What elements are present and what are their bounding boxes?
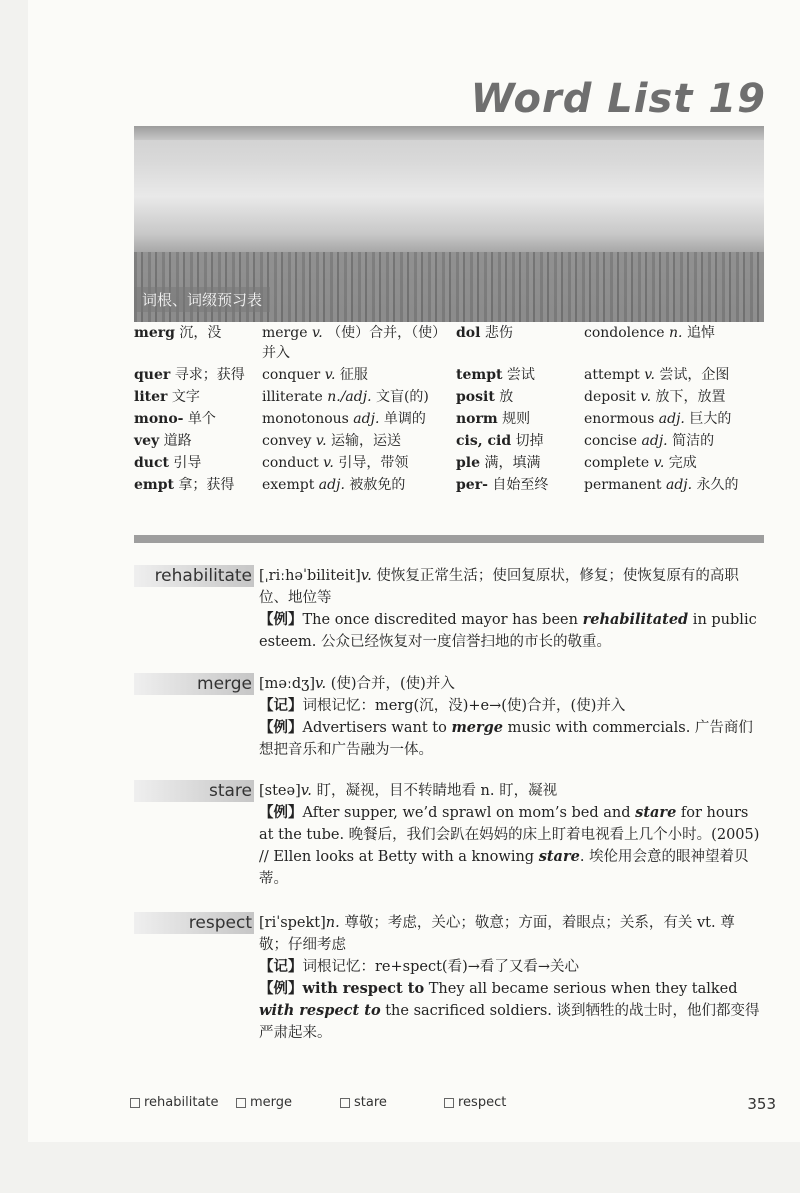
line-text: rehabilitated	[582, 611, 689, 628]
cell-text: v.	[311, 433, 327, 449]
definition-text: (使)合并，(使)并入	[326, 676, 455, 692]
root-cell	[456, 430, 584, 450]
definition	[259, 565, 762, 609]
definition	[259, 780, 762, 802]
line-tag: 【记】	[259, 958, 303, 975]
word-entry	[134, 565, 762, 653]
cell-text: 文字	[167, 389, 200, 405]
line-text: 词根记忆：merg(沉，没)+e→(使)合并，(使)并入	[302, 698, 626, 714]
definition-text: 盯，凝视，目不转睛地看 n. 盯，凝视	[311, 783, 558, 799]
entry-body	[259, 912, 762, 1044]
cell-text: duct	[134, 455, 169, 471]
line-text: The once discredited mayor has been	[302, 612, 583, 628]
cell-text: posit	[456, 389, 495, 405]
cell-text: concise	[584, 433, 638, 449]
entry-body	[259, 673, 762, 761]
cell-text: adj.	[637, 433, 668, 449]
cell-text: cis, cid	[456, 433, 512, 449]
example-line	[259, 609, 762, 653]
cell-text: monotonous	[262, 411, 349, 427]
cell-text: 悲伤	[480, 325, 513, 341]
part-of-speech: v.	[360, 568, 372, 584]
line-tag: 【例】	[259, 719, 303, 736]
phonetic: [məːdʒ]	[259, 676, 315, 692]
line-text: Advertisers want to	[302, 720, 452, 736]
root-row	[134, 430, 764, 450]
cell-text: 巨大的	[684, 411, 732, 427]
cell-text: n.	[664, 325, 683, 341]
cell-text: v.	[320, 367, 336, 383]
banner-image	[134, 126, 764, 322]
example-cell	[262, 430, 456, 450]
root-row	[134, 408, 764, 428]
cell-text: 拿；获得	[173, 477, 235, 493]
cell-text: 规则	[497, 411, 531, 427]
headword: merge	[134, 673, 254, 695]
cell-text: 文盲(的)	[371, 389, 429, 405]
cell-text: empt	[134, 477, 174, 493]
example-line	[259, 717, 762, 761]
example-cell	[584, 322, 764, 362]
definition-text: 尊敬；考虑，关心；敬意；方面，着眼点；关系，有关 vt. 尊敬；仔细考虑	[259, 915, 735, 953]
line-tag: 【例】	[259, 980, 303, 997]
root-cell	[456, 386, 584, 406]
line-text: with respect to	[259, 1002, 381, 1019]
root-cell	[456, 322, 584, 362]
line-text: stare	[635, 804, 677, 821]
cell-text: conduct	[262, 455, 319, 471]
example-cell	[262, 474, 456, 494]
cell-text: adj.	[314, 477, 345, 493]
part-of-speech: v.	[315, 676, 327, 692]
root-cell	[456, 408, 584, 428]
line-text: the sacrificed soldiers. 谈到牺牲的战士时，他们都变得严肃起来。	[259, 1003, 760, 1041]
cell-text: 完成	[664, 455, 697, 471]
cell-text: tempt	[456, 367, 503, 383]
root-row	[134, 386, 764, 406]
cell-text: permanent	[584, 477, 662, 493]
line-text: in public esteem. 公众已经恢复对一度信誉扫地的市长的敬重。	[259, 612, 757, 650]
line-tag: 【例】	[259, 804, 303, 821]
cell-text: mono-	[134, 411, 184, 427]
checklist-item[interactable]: rehabilitate	[130, 1095, 219, 1110]
cell-text: 切掉	[511, 433, 544, 449]
cell-text: n./adj.	[322, 389, 372, 405]
root-cell	[134, 430, 262, 450]
example-cell	[262, 364, 456, 384]
line-text: . 埃伦用会意的眼神望着贝蒂。	[259, 849, 749, 887]
line-tag: 【记】	[259, 697, 303, 714]
line-tag: 【例】	[259, 611, 303, 628]
root-cell	[134, 322, 262, 362]
cell-text: 单调的	[379, 411, 426, 427]
line-text: for hours at the tube. 晚餐后，我们会趴在妈妈的床上盯着电视看上几个小时。(2005) // Ellen looks at Betty with a knowing	[259, 805, 760, 865]
cell-text: 尝试，企图	[654, 367, 730, 383]
cell-text: merg	[134, 325, 175, 341]
root-row	[134, 452, 764, 472]
cell-text: adj.	[348, 411, 380, 427]
line-text: 词根记忆：re+spect(看)→看了又看→关心	[302, 959, 580, 975]
root-cell	[134, 386, 262, 406]
cell-text: v.	[649, 455, 665, 471]
cell-text: liter	[134, 389, 168, 405]
cell-text: 永久的	[692, 477, 739, 493]
headword: stare	[134, 780, 254, 802]
cell-text: illiterate	[262, 389, 323, 405]
cell-text: merge	[262, 325, 308, 341]
cell-text: 被赦免的	[344, 477, 406, 493]
example-line	[259, 978, 762, 1044]
page-title: Word List 19	[470, 76, 766, 122]
headword: respect	[134, 912, 254, 934]
checkbox-icon[interactable]	[236, 1098, 246, 1108]
word-entry	[134, 673, 762, 761]
example-line	[259, 956, 762, 978]
cell-text: v.	[307, 325, 323, 341]
root-cell	[456, 474, 584, 494]
entry-body	[259, 780, 762, 890]
headword: rehabilitate	[134, 565, 254, 587]
cell-text: vey	[134, 433, 160, 449]
cell-text: 追悼	[682, 325, 715, 341]
line-text: stare	[538, 848, 580, 865]
cell-text: 道路	[159, 433, 192, 449]
root-preview-table	[134, 322, 764, 496]
banner-caption: 词根、词缀预习表	[134, 287, 270, 312]
example-cell	[584, 430, 764, 450]
part-of-speech: n.	[325, 915, 340, 931]
cell-text: quer	[134, 367, 171, 383]
cell-text: 自始至终	[487, 477, 549, 493]
cell-text: deposit	[584, 389, 636, 405]
example-line	[259, 695, 762, 717]
checklist-item[interactable]: merge	[236, 1095, 292, 1110]
cell-text: 单个	[183, 411, 216, 427]
example-cell	[584, 474, 764, 494]
cell-text: v.	[318, 455, 334, 471]
phonetic: [steə]	[259, 783, 301, 799]
cell-text: ple	[456, 455, 481, 471]
line-text: After supper, we’d sprawl on mom’s bed and	[302, 805, 636, 821]
cell-text: 征服	[335, 367, 368, 383]
cell-text: 尝试	[502, 367, 535, 383]
page-number: 353	[747, 1095, 776, 1113]
word-entry	[134, 912, 762, 1044]
cell-text: complete	[584, 455, 650, 471]
example-cell	[262, 386, 456, 406]
example-cell	[262, 322, 456, 362]
definition-text: 使恢复正常生活；使回复原状，修复；使恢复原有的高职位、地位等	[259, 568, 739, 606]
root-cell	[134, 452, 262, 472]
cell-text: per-	[456, 477, 488, 493]
root-cell	[134, 474, 262, 494]
cell-text: 满，填满	[480, 455, 541, 471]
cell-text: adj.	[654, 411, 685, 427]
root-cell	[134, 408, 262, 428]
part-of-speech: v.	[300, 783, 312, 799]
word-entry	[134, 780, 762, 890]
cell-text: exempt	[262, 477, 315, 493]
root-row	[134, 322, 764, 362]
cell-text: v.	[639, 367, 655, 383]
phonetic: [riˈspekt]	[259, 915, 326, 931]
phonetic: [ˌriːhəˈbiliteit]	[259, 568, 361, 584]
checkbox-icon[interactable]	[340, 1098, 350, 1108]
example-line	[259, 802, 762, 890]
cell-text: v.	[635, 389, 652, 405]
cell-text: （使）合并，（使）并入	[262, 325, 447, 361]
example-cell	[584, 386, 764, 406]
banner-sky-strip	[134, 126, 764, 140]
cell-text: 运输，运送	[326, 433, 401, 449]
cell-text: 引导	[168, 455, 202, 471]
cell-text: norm	[456, 411, 498, 427]
cell-text: convey	[262, 433, 312, 449]
root-cell	[134, 364, 262, 384]
cell-text: condolence	[584, 325, 665, 341]
cell-text: dol	[456, 325, 481, 341]
checklist-item[interactable]: stare	[340, 1095, 387, 1110]
table-divider	[134, 535, 764, 543]
line-text: They all became serious when they talked	[424, 981, 738, 997]
cell-text: 沉，没	[174, 325, 222, 341]
root-cell	[456, 452, 584, 472]
example-cell	[584, 364, 764, 384]
root-row	[134, 474, 764, 494]
checkbox-icon[interactable]	[444, 1098, 454, 1108]
checkbox-icon[interactable]	[130, 1098, 140, 1108]
entry-body	[259, 565, 762, 653]
definition	[259, 673, 762, 695]
cell-text: 放	[494, 389, 514, 405]
cell-text: enormous	[584, 411, 655, 427]
cell-text: 引导，带领	[333, 455, 409, 471]
root-row	[134, 364, 764, 384]
cell-text: 简洁的	[667, 433, 715, 449]
example-cell	[584, 452, 764, 472]
cell-text: attempt	[584, 367, 640, 383]
line-text: merge	[451, 719, 504, 736]
example-cell	[262, 408, 456, 428]
line-text: music with commercials. 广告商们想把音乐和广告融为一体。	[259, 720, 753, 758]
line-text: with respect to	[302, 980, 425, 997]
cell-text: adj.	[661, 477, 693, 493]
example-cell	[584, 408, 764, 428]
checklist-item[interactable]: respect	[444, 1095, 506, 1110]
root-cell	[456, 364, 584, 384]
cell-text: 寻求；获得	[170, 367, 245, 383]
cell-text: 放下，放置	[651, 389, 726, 405]
example-cell	[262, 452, 456, 472]
definition	[259, 912, 762, 956]
cell-text: conquer	[262, 367, 321, 383]
